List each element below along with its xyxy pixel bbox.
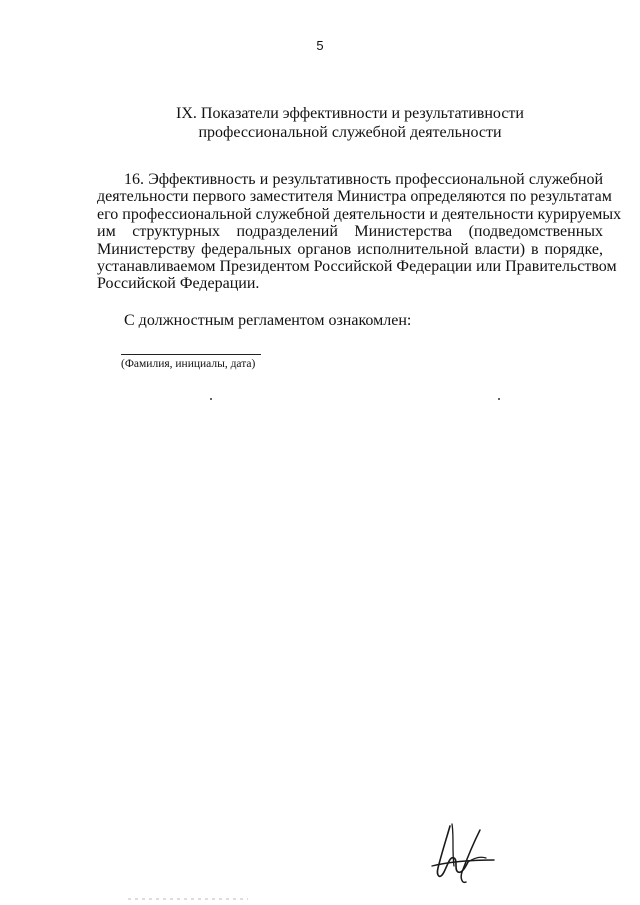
scan-speck xyxy=(498,398,500,400)
signature-caption: (Фамилия, инициалы, дата) xyxy=(121,358,256,370)
section-heading xyxy=(100,104,600,142)
paragraph-line: его профессиональной служебной деятельности и деятельности курируемых xyxy=(97,205,622,223)
paragraph-line: деятельности первого заместителя Министра определяются по результатам xyxy=(97,188,612,206)
paragraph-line: Российской Федерации. xyxy=(97,275,260,293)
acknowledgement-text: С должностным регламентом ознакомлен: xyxy=(124,312,412,329)
page-number: 5 xyxy=(316,38,324,53)
paragraph-line: устанавливаемом Президентом Российской Федерации или Правительством xyxy=(97,258,617,276)
paragraph-line: им структурных подразделений Министерства (подведомственных xyxy=(97,223,603,241)
section-heading-line-2: профессиональной служебной деятельности xyxy=(198,124,502,141)
handwritten-signature-icon xyxy=(428,822,498,888)
paragraph-line: 16. Эффективность и результативность профессиональной служебной xyxy=(124,171,603,188)
signature-line xyxy=(121,354,261,355)
scan-speck xyxy=(210,398,212,400)
paragraph-line: Министерству федеральных органов исполнительной власти) в порядке, xyxy=(97,240,603,258)
scan-artifact xyxy=(128,896,248,902)
paragraph-16 xyxy=(97,171,622,293)
section-heading-line-1: IX. Показатели эффективности и результативности xyxy=(176,105,524,122)
